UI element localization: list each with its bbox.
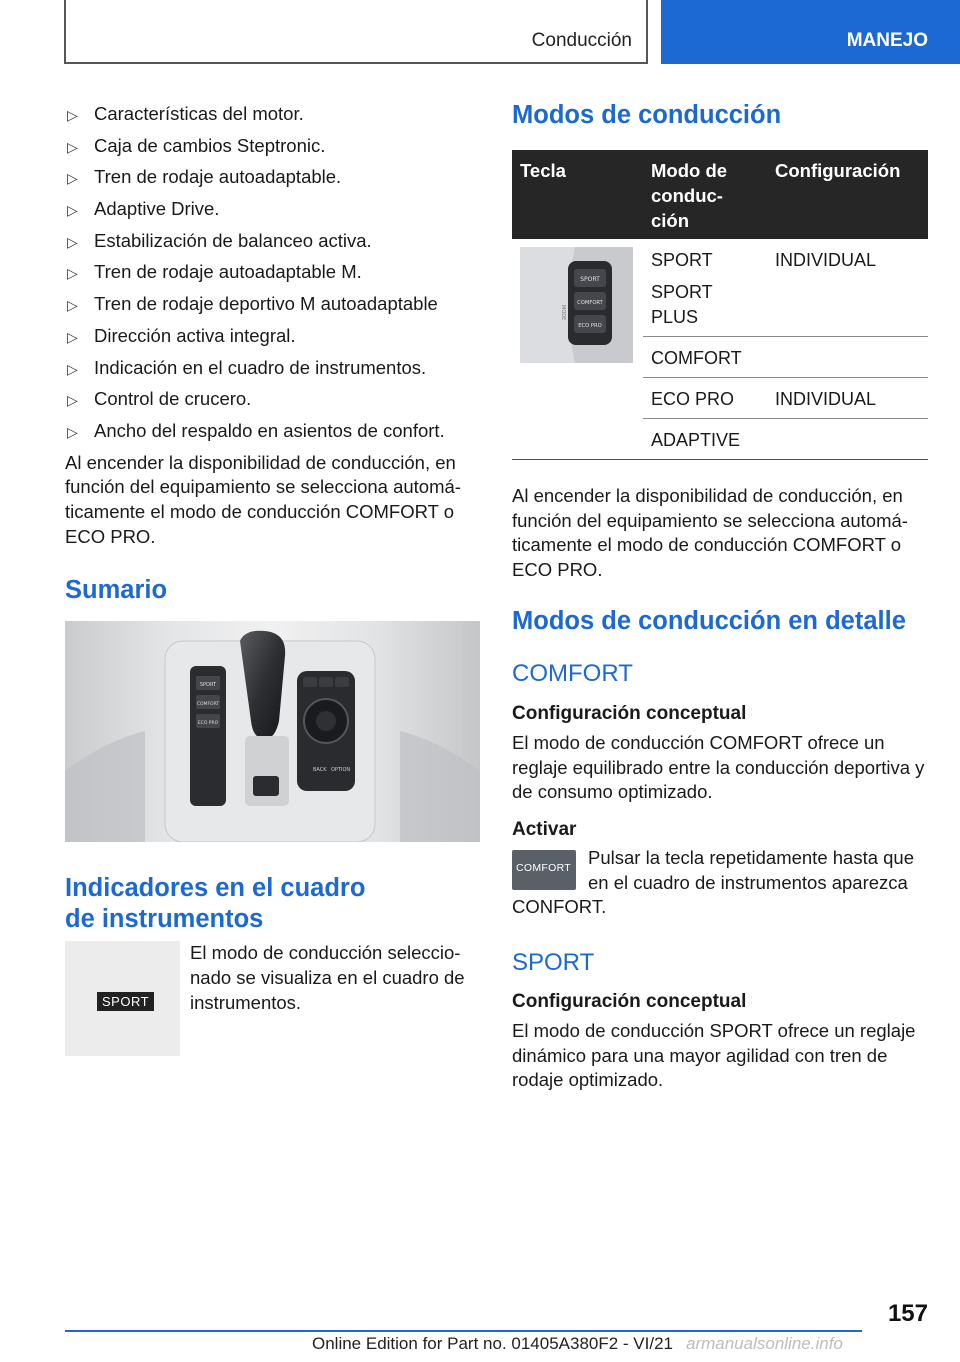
comfort-concept-heading: Configuración conceptual <box>512 702 747 724</box>
console-illustration <box>65 621 480 842</box>
triangle-bullet-icon: ▷ <box>67 138 78 155</box>
triangle-bullet-icon: ▷ <box>67 297 78 314</box>
cluster-sport-badge: SPORT <box>97 992 154 1011</box>
svg-text:COMFORT: COMFORT <box>577 300 603 306</box>
sport-concept-text: El modo de conducción SPORT ofrece un reglaje dinámico para una mayor agilidad con tren de rodaje optimizado. <box>512 1020 916 1091</box>
svg-text:MODE: MODE <box>560 305 566 321</box>
triangle-bullet-icon: ▷ <box>67 107 78 123</box>
config-cell <box>767 419 928 460</box>
triangle-bullet-icon: ▷ <box>67 233 78 250</box>
svg-text:BACK: BACK <box>313 767 327 774</box>
intro-paragraph: Al encender la disponibilidad de conducción, en función del equipamiento se selecciona automáticamente el modo de conducción COMFORT o ECO PRO. <box>65 451 461 547</box>
col-header-modo: Modo de conduc- ción <box>643 150 767 239</box>
comfort-button-image: COMFORT <box>512 850 576 890</box>
indicadores-block <box>65 941 480 1015</box>
col-header-tecla: Tecla <box>512 150 643 239</box>
comfort-heading: COMFORT <box>512 659 633 687</box>
triangle-bullet-icon: ▷ <box>67 328 78 345</box>
svg-text:SPORT: SPORT <box>199 682 217 689</box>
config-cell <box>767 337 928 378</box>
list-item: ▷ Tren de rodaje autoadaptable M. <box>65 260 480 284</box>
footer-edition: Online Edition for Part no. 01405A380F2 - VI/21 <box>312 1334 674 1353</box>
svg-text:ECO PRO: ECO PRO <box>578 323 602 329</box>
list-item: ▷ Indicación en el cuadro de instrumentos. <box>65 356 480 380</box>
sport-heading: SPORT <box>512 949 595 977</box>
footer-rule <box>65 1330 862 1332</box>
list-item: ▷ Control de crucero. <box>65 387 480 411</box>
triangle-bullet-icon: ▷ <box>67 202 78 219</box>
detalle-heading: Modos de conducción en detalle <box>512 606 906 635</box>
modes-table-header <box>512 150 928 239</box>
right-column <box>512 100 928 1093</box>
comfort-activar-heading: Activar <box>512 818 577 840</box>
list-item: ▷ Ancho del respaldo en asientos de confort. <box>65 419 480 443</box>
indicadores-text: El modo de conducción seleccionado se visualiza en el cuadro de instrumentos. <box>190 942 465 1013</box>
header-chapter-title: MANEJO <box>846 30 928 51</box>
list-item: ▷ Tren de rodaje deportivo M autoadaptable <box>65 292 480 316</box>
header-section-title: Conducción <box>531 30 632 51</box>
intro2-paragraph: Al encender la disponibilidad de conducción, en función del equipamiento se selecciona automáticamente el modo de conducción COMFORT o ECO PRO. <box>512 485 908 581</box>
list-item: ▷ Características del motor. <box>65 102 480 126</box>
sport-concept-heading: Configuración conceptual <box>512 991 747 1013</box>
modes-table <box>512 150 928 460</box>
console-photo <box>65 621 480 842</box>
list-item: ▷ Dirección activa integral. <box>65 324 480 348</box>
mode-cell: COMFORT <box>643 337 767 378</box>
header-section-box <box>64 0 648 64</box>
col-header-config: Configuración <box>767 150 928 239</box>
mode-cell: SPORT SPORT PLUS <box>643 239 767 337</box>
list-item: ▷ Adaptive Drive. <box>65 197 480 221</box>
list-item: ▷ Tren de rodaje autoadaptable. <box>65 165 480 189</box>
table-row <box>512 239 928 337</box>
modos-heading: Modos de conducción <box>512 101 782 129</box>
mode-cell: ECO PRO <box>643 378 767 419</box>
footer-watermark: armanualsonline.info <box>686 1334 843 1353</box>
header-chapter-box <box>661 0 960 64</box>
list-item: ▷ Estabilización de balanceo activa. <box>65 229 480 253</box>
tecla-cell <box>512 239 643 460</box>
config-cell: INDIVIDUAL <box>767 378 928 419</box>
left-column <box>65 102 480 1056</box>
sumario-heading: Sumario <box>65 576 168 605</box>
list-item: ▷ Caja de cambios Steptronic. <box>65 134 480 158</box>
cluster-image <box>65 941 180 1056</box>
indicadores-heading: Indicadores en el cuadro de instrumentos <box>65 874 366 934</box>
drive-mode-buttons-image <box>520 247 633 363</box>
triangle-bullet-icon: ▷ <box>67 392 78 409</box>
config-cell: INDIVIDUAL <box>767 239 928 337</box>
comfort-concept-text: El modo de conducción COMFORT ofrece un reglaje equilibrado entre la conducción deportiva y de consumo optimizado. <box>512 731 925 803</box>
triangle-bullet-icon: ▷ <box>67 360 78 377</box>
page-number: 157 <box>887 1300 928 1327</box>
comfort-activar-text: Pulsar la tecla repetidamente hasta que en el cuadro de instrumentos aparezca CONFORT. <box>512 846 915 918</box>
svg-text:SPORT: SPORT <box>580 276 600 283</box>
triangle-bullet-icon: ▷ <box>67 265 78 282</box>
svg-text:OPTION: OPTION <box>331 767 351 774</box>
comfort-activar-block <box>512 846 928 920</box>
feature-list <box>65 102 480 443</box>
mode-cell: ADAPTIVE <box>643 419 767 460</box>
svg-text:ECO PRO: ECO PRO <box>197 721 219 727</box>
triangle-bullet-icon: ▷ <box>67 170 78 187</box>
svg-text:COMFORT: COMFORT <box>196 702 220 708</box>
triangle-bullet-icon: ▷ <box>67 423 78 440</box>
